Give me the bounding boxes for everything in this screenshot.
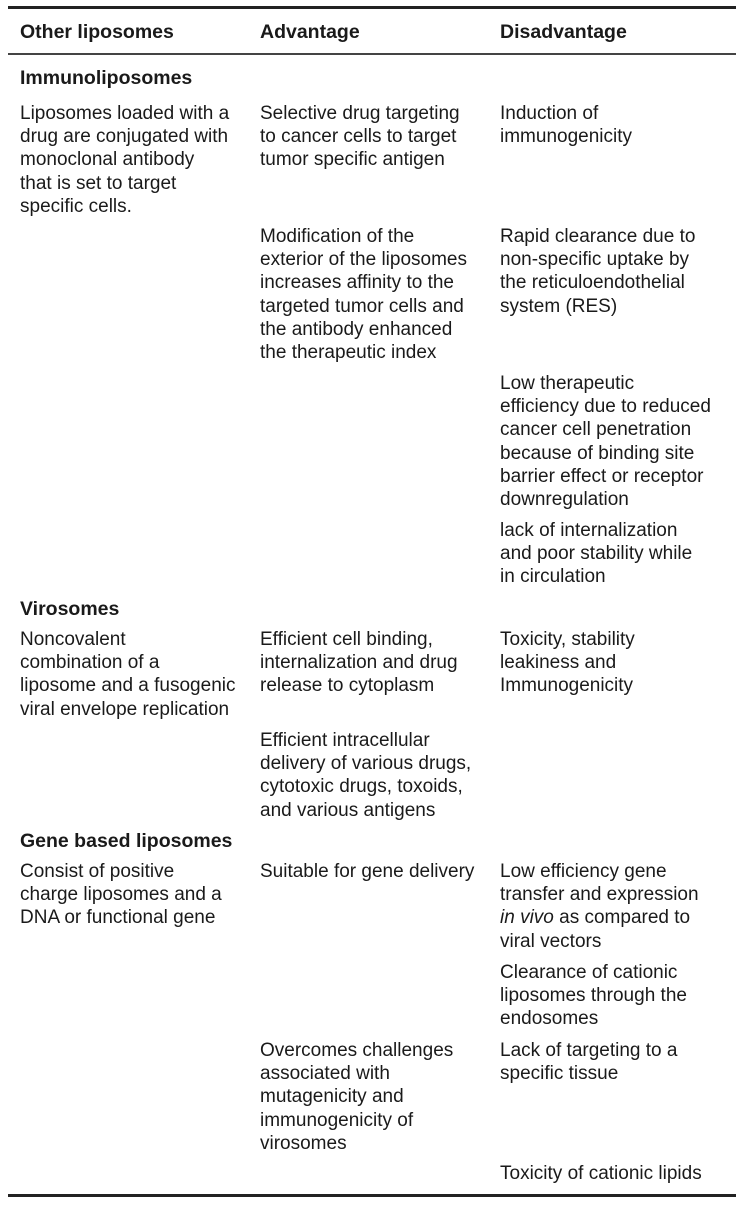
disadvantage-gene-based-liposomes-3: Lack of targeting to a specific tissue bbox=[500, 1040, 678, 1085]
description-gene-based-liposomes: Consist of positive charge liposomes and a DNA or functional gene bbox=[20, 861, 222, 929]
in-vivo-italic: in vivo bbox=[500, 907, 554, 929]
advantage-virosomes-2: Efficient intracellular delivery of various drugs, cytotoxic drugs, toxoids, and various antigens bbox=[260, 730, 472, 821]
disadvantage-gene-based-text-a: Low efficiency gene transfer and expression bbox=[500, 861, 699, 906]
section-title-gene-based-liposomes: Gene based liposomes bbox=[20, 830, 233, 852]
table-bottom-rule bbox=[8, 1194, 736, 1197]
section-title-virosomes: Virosomes bbox=[20, 598, 120, 620]
disadvantage-immunoliposomes-3: Low therapeutic efficiency due to reduced cancer cell penetration because of binding site barrier effect or receptor downregulation bbox=[500, 373, 711, 511]
advantage-virosomes-1: Efficient cell binding, internalization and drug release to cytoplasm bbox=[260, 629, 458, 697]
disadvantage-gene-based-text-b: as compared to viral vectors bbox=[500, 907, 691, 952]
disadvantage-immunoliposomes-1: Induction of immunogenicity bbox=[500, 103, 632, 148]
header-other-liposomes: Other liposomes bbox=[20, 21, 174, 43]
table-top-rule bbox=[8, 6, 736, 9]
disadvantage-gene-based-liposomes-2: Clearance of cationic liposomes through the endosomes bbox=[500, 962, 687, 1030]
header-disadvantage: Disadvantage bbox=[500, 21, 627, 43]
disadvantage-virosomes-1: Toxicity, stability leakiness and Immunogenicity bbox=[500, 629, 635, 697]
description-virosomes: Noncovalent combination of a liposome and a fusogenic viral envelope replication bbox=[20, 629, 236, 720]
section-title-immunoliposomes: Immunoliposomes bbox=[20, 67, 193, 89]
advantage-gene-based-liposomes-1: Suitable for gene delivery bbox=[260, 861, 475, 882]
advantage-immunoliposomes-2: Modification of the exterior of the liposomes increases affinity to the targeted tumor cells and the antibody enhanced the therapeutic index bbox=[260, 226, 467, 364]
advantage-gene-based-liposomes-2: Overcomes challenges associated with mutagenicity and immunogenicity of virosomes bbox=[260, 1040, 454, 1154]
header-advantage: Advantage bbox=[260, 21, 360, 43]
description-immunoliposomes: Liposomes loaded with a drug are conjugated with monoclonal antibody that is set to target specific cells. bbox=[20, 103, 230, 217]
disadvantage-gene-based-liposomes-1 bbox=[500, 860, 740, 953]
disadvantage-immunoliposomes-2: Rapid clearance due to non-specific uptake by the reticuloendothelial system (RES) bbox=[500, 226, 696, 317]
disadvantage-gene-based-liposomes-4: Toxicity of cationic lipids bbox=[500, 1163, 702, 1184]
advantage-immunoliposomes-1: Selective drug targeting to cancer cells to target tumor specific antigen bbox=[260, 103, 460, 171]
disadvantage-immunoliposomes-4: lack of internalization and poor stability while in circulation bbox=[500, 520, 693, 588]
header-rule bbox=[8, 53, 736, 55]
